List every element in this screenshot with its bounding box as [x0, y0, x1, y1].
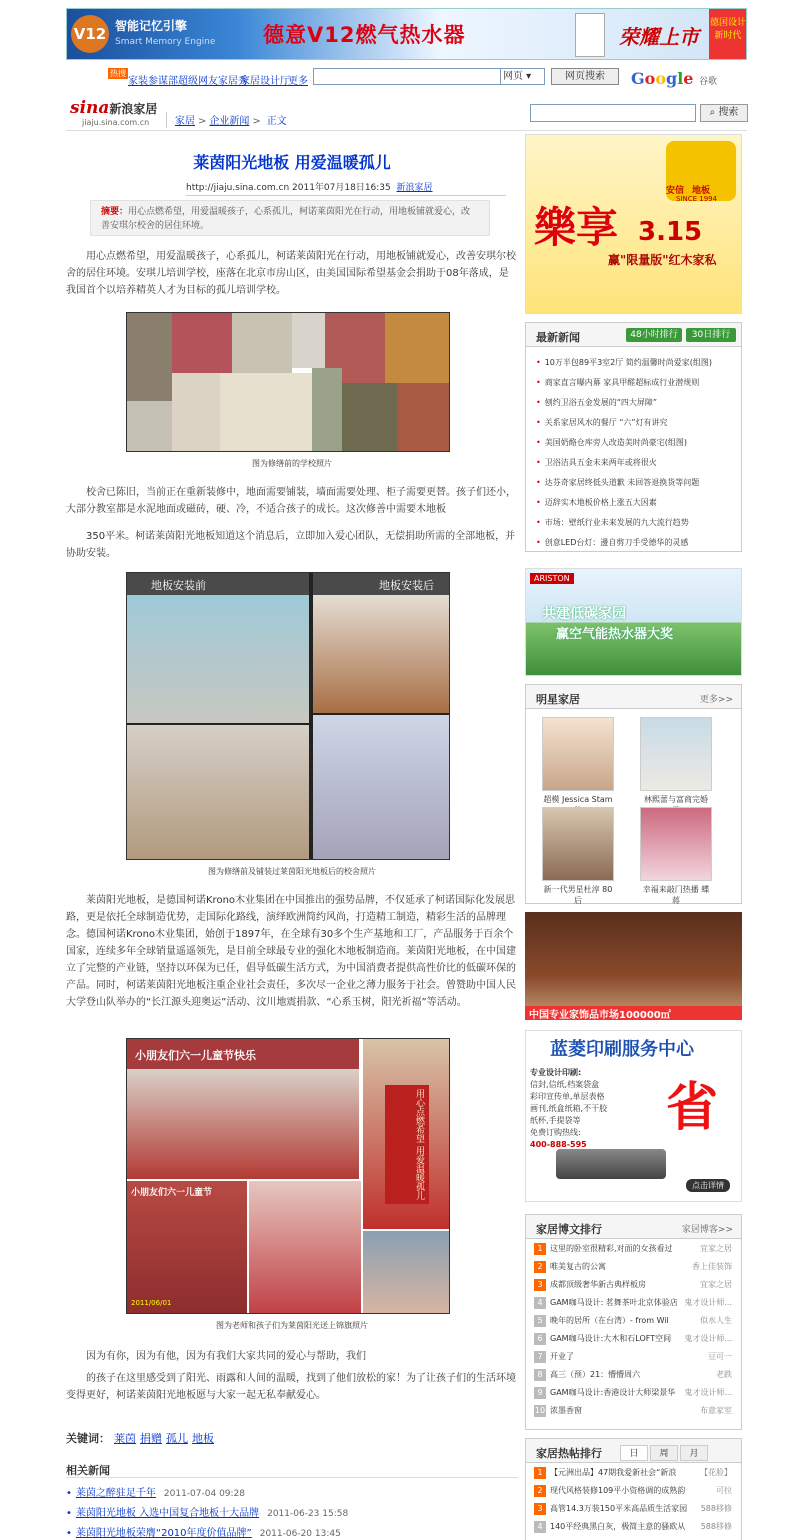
- ad-slogan: 荣耀上市: [619, 25, 699, 49]
- article-summary: 摘要：用心点燃希望，用爱温暖孩子，心系孤儿，柯诺莱茵阳光在行动，用地板铺就爱心，改善安琪尔校舍的居住环境。: [90, 200, 490, 236]
- breadcrumb-current: 正文: [266, 116, 287, 127]
- news-item[interactable]: • 创意LED台灯：邊自剪刀手受德华的灵感: [536, 537, 688, 548]
- paragraph-4: 莱茵阳光地板，是德国柯诺Krono木业集团在中国推出的强势品牌，不仅延承了柯诺国际化发展思路，更是依托全球制造优势，走国际化路线，演绎欧洲简约风尚，打造精工制造，精彩生活的品牌理念。德国柯诺Krono木业集团，始创于1897年，在全球有30多个生产基地和工厂，产品服务于百余个国家，连续多年全球销量遥遥领先，是目前全球最专业的强化木地板制造商。莱茵阳光地板，在中国建立了完整的产业链，坚持以环保为已任，倡导低碳生活方式，为中国消费者提供高性价比的低碳环保的产品。同时，柯诺莱茵阳光地板注重企业社会责任，多次尽一企业之薄力服务于社会。曾赞助中国人民大学登山队举办的“长江源头迎奥运”活动、汶川地震捐款、“心系玉树，阳光祈福”等活动。: [66, 895, 516, 1008]
- keyword-link[interactable]: 捐赠: [140, 1432, 162, 1445]
- tab-48h[interactable]: 48小时排行: [626, 328, 682, 342]
- article-meta: http://jiaju.sina.com.cn 2011年07月18日16:35 新浪家居: [186, 180, 506, 196]
- banner-photo: 小朋友们六一儿童节快乐 用心点燃希望 用爱温暖孤儿 小朋友们六一儿童节 2011/06/01: [126, 1038, 450, 1314]
- paragraph-6: 的孩子在这里感受到了阳光、雨露和人间的温暖，找到了他们放松的家！为了让孩子们的生活环境变得更好，柯诺莱茵阳光地板愿与大家一起无私奉献爱心。: [66, 1373, 516, 1401]
- rank-item[interactable]: 10 浓墨香窗 布意家室: [534, 1406, 732, 1415]
- related-link[interactable]: 莱茵之醉驻足千年: [75, 1488, 156, 1499]
- paragraph-1: 用心点燃希望，用爱温暖孩子，心系孤儿，柯诺莱茵阳光在行动，用地板铺就爱心，改善安琪尔校舍的居住环境。安琪儿培训学校，座落在北京市房山区，由美国国际希望基金会捐助于08年落成，是我国首个以培养精英人才为目标的孤儿培训学校。: [66, 251, 516, 296]
- keyword-link[interactable]: 地板: [192, 1432, 214, 1445]
- star-item[interactable]: 新一代男星杜淳 80后: [542, 807, 614, 906]
- rank-item[interactable]: 5 晚年的居所（在台湾）- from Wil 似水人生: [534, 1315, 732, 1329]
- tab-day[interactable]: 日: [620, 1445, 648, 1461]
- rank-item[interactable]: 4 GAM咖马设计: 茗舞茶叶北京体验店 鬼才设计师...: [534, 1297, 732, 1311]
- after-label: 地板安装后: [313, 573, 450, 595]
- anxin-floor-ad[interactable]: 安信 地板 SINCE 1994 樂享 3.15 赢"限量版"红木家私: [525, 134, 742, 314]
- tab-month[interactable]: 月: [680, 1445, 708, 1461]
- site-search-button[interactable]: ⌕ 搜索: [700, 104, 748, 122]
- list-item: • 莱茵阳光地板荣膺“2010年度价值品牌” 2011-06-20 13:45: [66, 1528, 341, 1539]
- star-item[interactable]: 幸福来敲门热播 蝶蒋: [640, 807, 712, 906]
- google-logo[interactable]: Google 谷歌: [631, 69, 718, 88]
- news-item[interactable]: • 商家直言曝内幕 家具甲醛超标成行业潜规则: [536, 377, 699, 388]
- before-after-photo: [126, 572, 450, 860]
- rank-item[interactable]: 6 GAM咖马设计:大木和石LOFT空间 鬼才设计师...: [534, 1333, 732, 1347]
- more-link[interactable]: 家居博客>>: [681, 1225, 733, 1235]
- article-title: 莱茵阳光地板 用爱温暖孤儿: [193, 153, 391, 172]
- star-item[interactable]: 林熙蕾与富商完婚: [640, 717, 712, 816]
- breadcrumb-home[interactable]: 家居: [175, 116, 195, 127]
- link-netizen-show[interactable]: 超级网友家居秀: [178, 76, 248, 87]
- rank-item[interactable]: 9 GAM咖马设计:香港设计大师梁景华 鬼才设计师...: [534, 1387, 732, 1401]
- news-item[interactable]: • 达芬奇家居终低头道歉 未回答退换货等问题: [536, 477, 699, 488]
- list-item: • 莱茵之醉驻足千年 2011-07-04 09:28: [66, 1488, 246, 1499]
- news-item[interactable]: • 卫浴洁具五金未来两年或将很火: [536, 457, 657, 468]
- news-item[interactable]: • 美国奶酪仓库旁人改造美时尚豪宅(组图): [536, 437, 687, 448]
- news-item[interactable]: • 刨约卫浴五金发展的“四大屏障”: [536, 397, 657, 408]
- rank-item[interactable]: 3 高管14.3万装150平米高品质生活家园 588移修: [534, 1503, 732, 1517]
- home-decor-market-ad[interactable]: 中国专业家饰品市场100000㎡: [525, 912, 742, 1020]
- star-home-title: 明星家居: [526, 685, 741, 709]
- rank-item[interactable]: 8 高三（预）21：懵懵周六 老跌: [534, 1369, 732, 1383]
- paragraph-2: 校舍已陈旧，当前正在重新装修中，地面需要铺装，墙面需要处理、柜子需要更替。孩子们还小，大部分教室都是水泥地面或磁砖，硬、冷，不适合孩子的成长。这次修善中需要木地板: [66, 487, 516, 515]
- top-search-bar: [108, 68, 748, 90]
- before-label: 地板安装前: [127, 573, 309, 595]
- rank-item[interactable]: 4 140平经典黑白灰，极简主意的骚欧从 588移修: [534, 1521, 732, 1535]
- caption-3: 图为老师和孩子们为莱茵阳光送上锦旗照片: [216, 1321, 368, 1330]
- source-link[interactable]: 新浪家居: [396, 183, 433, 193]
- forum-rank-box: [525, 1438, 742, 1540]
- forum-rank-title: 家居热帖排行: [526, 1439, 741, 1463]
- site-search-input[interactable]: [530, 104, 696, 122]
- breadcrumb-company-news[interactable]: 企业新闻: [209, 116, 250, 127]
- related-link[interactable]: 莱茵阳光地板 入选中国复合地板十大品牌: [75, 1508, 260, 1519]
- rank-item[interactable]: 3 成都顶级奢华新古典样板房 宜家之居: [534, 1279, 732, 1293]
- latest-news-box: [525, 322, 742, 552]
- caption-2: 图为修缮前及铺装过莱茵阳光地板后的校舍照片: [208, 867, 376, 876]
- water-heater-image: [575, 13, 605, 57]
- web-search-button[interactable]: 网页搜索: [551, 68, 619, 85]
- ad-engine-text: 智能记忆引擎: [115, 19, 188, 33]
- news-item[interactable]: • 市场：壁纸行业未来发展的九大流行趋势: [536, 517, 689, 528]
- link-jiazhuang[interactable]: 家装参谋部: [128, 76, 178, 87]
- star-home-box: [525, 684, 742, 904]
- search-icon: ⌕: [709, 107, 716, 118]
- latest-news-title: 最新新闻: [526, 323, 741, 347]
- divider: [66, 130, 747, 131]
- details-button[interactable]: 点击详情: [686, 1179, 730, 1192]
- breadcrumb: 家居 > 企业新闻 > 正文: [166, 112, 516, 128]
- keyword-link[interactable]: 孤儿: [166, 1432, 188, 1445]
- related-news-title: 相关新闻: [66, 1464, 110, 1477]
- ad-engine-en: Smart Memory Engine: [115, 37, 216, 47]
- school-photo-before: [126, 312, 450, 452]
- link-design-hall[interactable]: 家居设计厅: [240, 76, 290, 87]
- related-link[interactable]: 莱茵阳光地板荣膺“2010年度价值品牌”: [75, 1528, 252, 1539]
- sina-home-logo[interactable]: sina新浪家居 jiaju.sina.com.cn: [70, 98, 158, 127]
- ariston-ad[interactable]: ARISTON 共建低碳家园 赢空气能热水器大奖: [525, 568, 742, 676]
- top-banner-ad[interactable]: [66, 8, 747, 60]
- divider: [66, 1477, 518, 1478]
- rank-item[interactable]: 1 这里的卧室很精彩,对面的女孩看过 宜家之居: [534, 1243, 732, 1257]
- news-item[interactable]: • 迈辞实木地板价格上涨五大因素: [536, 497, 657, 508]
- news-item[interactable]: • 关系家居风水的餐厅 “六”灯有讲究: [536, 417, 668, 428]
- lanling-print-ad[interactable]: 蓝菱印刷服务中心 专业设计印刷: 信封,信纸,档案袋盒 彩印宣传单,单层表格 画刊,纸盒纸箱,不干胶 纸杯,手提袋等 免费订购热线: 400-888-595 省 点击详情: [525, 1030, 742, 1202]
- paragraph-5: 因为有你，因为有他，因为有我们大家共同的爱心与帮助，我们: [86, 1351, 366, 1362]
- tab-week[interactable]: 周: [650, 1445, 678, 1461]
- brand-logo: V12: [71, 15, 109, 53]
- keywords: 关键词： 莱茵 捐赠 孤儿 地板: [66, 1432, 214, 1445]
- rank-item[interactable]: 7 开业了 豆可一: [534, 1351, 732, 1365]
- search-type-select[interactable]: 网页 ▾: [500, 68, 545, 85]
- rank-item[interactable]: 2 唯美复古的公寓 香上佳装饰: [534, 1261, 732, 1275]
- star-item[interactable]: 超模 Jessica Stam: [542, 717, 614, 816]
- link-more[interactable]: 更多: [288, 76, 308, 87]
- ad-headline: 德意V12燃气热水器: [263, 23, 466, 47]
- paragraph-3: 350平米。柯诺莱茵阳光地板知道这个消息后，立即加入爱心团队，无偿捐助所需的全部地板，并协助安装。: [66, 531, 516, 559]
- rank-item[interactable]: 2 现代风格装修109平小资格调的成熟韵 可拉: [534, 1485, 732, 1499]
- caption-1: 图为修缮前的学校照片: [252, 459, 332, 468]
- hot-badge: 热搜: [110, 69, 126, 78]
- more-link[interactable]: 更多>>: [699, 695, 733, 705]
- blog-rank-title: 家居博文排行: [526, 1215, 741, 1239]
- rank-item[interactable]: 1 【元洲出品】47期我爱新社会“新浪 【花脸】: [534, 1467, 732, 1481]
- keyword-link[interactable]: 莱茵: [114, 1432, 136, 1445]
- blog-rank-box: [525, 1214, 742, 1430]
- tab-30d[interactable]: 30日排行: [686, 328, 736, 342]
- news-item[interactable]: • 10万半包89平3室2厅 简约温馨时尚爱家(组图): [536, 357, 712, 368]
- list-item: • 莱茵阳光地板 入选中国复合地板十大品牌 2011-06-23 15:58: [66, 1508, 349, 1519]
- ad-badge: 德国设计 新时代: [709, 9, 747, 60]
- google-search-input[interactable]: [313, 68, 501, 85]
